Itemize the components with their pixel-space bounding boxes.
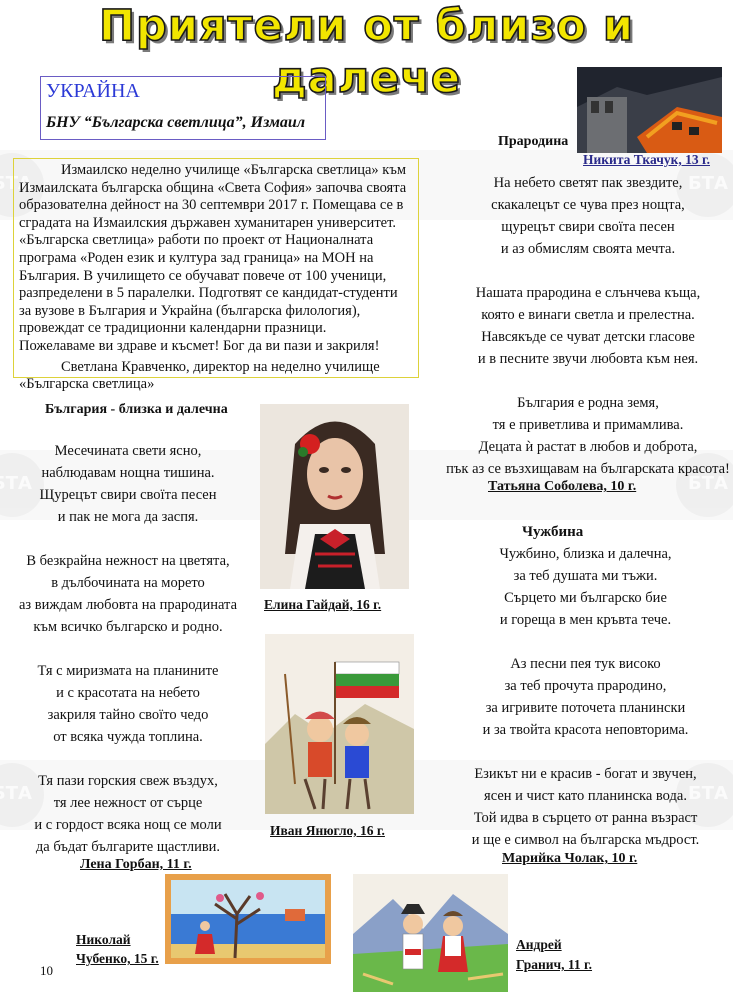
drawing-caption: Иван Янюгло, 16 г. <box>270 823 385 838</box>
poem-line: и с гордост всяка нощ се моли <box>34 817 222 833</box>
info-line: програма «Роден език и култура зад граница» на МОН на <box>19 249 374 266</box>
poem-line: и с красотата на небето <box>56 685 200 701</box>
poem-line: за игривите поточета планински <box>485 700 686 716</box>
drawing-ivan <box>265 634 414 814</box>
drawing-caption: Андрей <box>516 937 562 952</box>
poem-line: наблюдавам нощна тишина. <box>41 465 215 481</box>
poem-line: тя лее нежност от сърце <box>53 795 203 811</box>
poem-line: скакалецът се чува през нощта, <box>491 197 685 213</box>
poem-line: България е родна земя, <box>517 395 659 411</box>
drawing-nikolay <box>165 874 331 964</box>
poem-line: На небето светят пак звездите, <box>493 175 683 191</box>
poem-line: Нашата прародина е слънчева къща, <box>475 285 701 301</box>
poem-line: и пак не мога да заспя. <box>57 509 199 525</box>
poem-line: към всичко българско и родно. <box>33 619 223 635</box>
poem-line: от всяка чужда топлина. <box>53 729 203 745</box>
poem-line: Тя с миризмата на планините <box>37 663 219 679</box>
poem-line: Щурецът свири своїта песен <box>39 487 217 503</box>
school-name: БНУ “Българска светлица”, Измаил <box>46 114 306 131</box>
poem-line: да бъдат българите щастливи. <box>35 839 221 855</box>
drawing-caption: Гранич, 11 г. <box>516 957 593 972</box>
poem-line: тя е приветлива и примамлива. <box>492 417 684 433</box>
drawing-caption: Елина Гайдай, 16 г. <box>264 597 382 612</box>
poem-line: Сърцето ми българско бие <box>504 590 667 606</box>
drawing-caption: Чубенко, 15 г. <box>76 951 159 966</box>
info-line: България. В училището се обучават повече от 100 ученици, <box>19 267 387 284</box>
poem-line: В безкрайна нежност на цветята, <box>26 553 230 569</box>
page-number: 10 <box>40 963 53 978</box>
info-line: Измаилската българска община «Света София» започва своята <box>19 179 407 196</box>
poem-title: Чужбина <box>522 524 584 540</box>
poem-line: аз виждам любовта на прародината <box>18 597 238 613</box>
poem-right-2 <box>443 543 728 851</box>
drawing-caption: Никита Ткачук, 13 г. <box>583 152 710 167</box>
poem-line: закриля тайно своїто чедо <box>47 707 209 723</box>
info-line: провеждат се традиционни календарни празници. <box>19 320 327 337</box>
poem-line: за теб душата ми тъжи. <box>513 568 658 584</box>
poem-line: и ще е символ на българска мъдрост. <box>471 832 700 848</box>
poem-line: и в песните звучи любовта към нея. <box>477 351 699 367</box>
poem-line: Езикът ни е красив - богат и звучен, <box>474 766 697 782</box>
poem-author: Лена Горбан, 11 г. <box>80 857 192 872</box>
poem-author: Татьяна Соболева, 10 г. <box>488 479 637 494</box>
info-line: разпределени в 5 паралелки. Подготвят се кандидат-студенти <box>19 285 398 302</box>
poem-line: ясен и чист като планинска вода. <box>484 788 687 804</box>
poem-title: България - близка и далечна <box>45 402 228 417</box>
info-text <box>19 162 415 394</box>
drawing-elina <box>260 404 409 589</box>
poem-line: за теб прочута прародино, <box>504 678 667 694</box>
info-line: Измаилско неделно училище «Българска светлица» към <box>61 162 406 178</box>
poem-right-1 <box>443 172 733 480</box>
poem-line: Месечината свети ясно, <box>54 443 202 459</box>
poem-line: Аз песни пея тук високо <box>510 656 661 672</box>
poem-line: Тя пази горския свеж въздух, <box>38 773 218 789</box>
info-line: образователна дейност на 30 септември 2017 г. Помещава се в <box>19 197 404 214</box>
poem-line: в дълбочината на морето <box>51 575 205 591</box>
poem-line: Навсякъде се чуват детски гласове <box>481 329 695 345</box>
poem-line: и за твойта красота неповторима. <box>482 722 689 738</box>
drawing-caption: Николай <box>76 932 131 947</box>
poem-line: пък аз се възхищавам на българската красота! <box>446 461 730 477</box>
info-line: за вузове в България и Украйна (българска филология), <box>19 302 361 319</box>
poem-left <box>0 440 256 858</box>
poem-title: Прародина <box>498 134 569 149</box>
drawing-nikita <box>577 67 722 153</box>
info-signature: «Българска светлица» <box>19 376 155 393</box>
info-line: «Българска светлица» работи по проект от Националната <box>19 232 374 249</box>
poem-line: и гореща в мен кръвта тече. <box>499 612 672 628</box>
poem-line: Той идва в сърцето от ранна възраст <box>473 810 698 826</box>
info-signature: Светлана Кравченко, директор на неделно училище <box>61 358 380 375</box>
country-label: УКРАЙНА <box>46 80 140 102</box>
page-title: Приятели от близо и далече <box>99 1 634 103</box>
poem-line: щурецът свири своїта песен <box>501 219 675 235</box>
poem-line: Децата ѝ растат в любов и доброта, <box>478 439 698 455</box>
drawing-andrey <box>353 874 508 992</box>
info-line: сградата на Измаилския държавен хуманитарен университет. <box>19 214 396 231</box>
info-line: Пожелаваме ви здраве и късмет! Бог да ви пази и закриля! <box>19 337 380 354</box>
poem-author: Марийка Чолак, 10 г. <box>502 851 638 866</box>
poem-line: Чужбино, близка и далечна, <box>499 546 672 562</box>
poem-line: и аз обмислям своята мечта. <box>500 241 676 257</box>
poem-line: която е винаги светла и прелестна. <box>481 307 695 323</box>
